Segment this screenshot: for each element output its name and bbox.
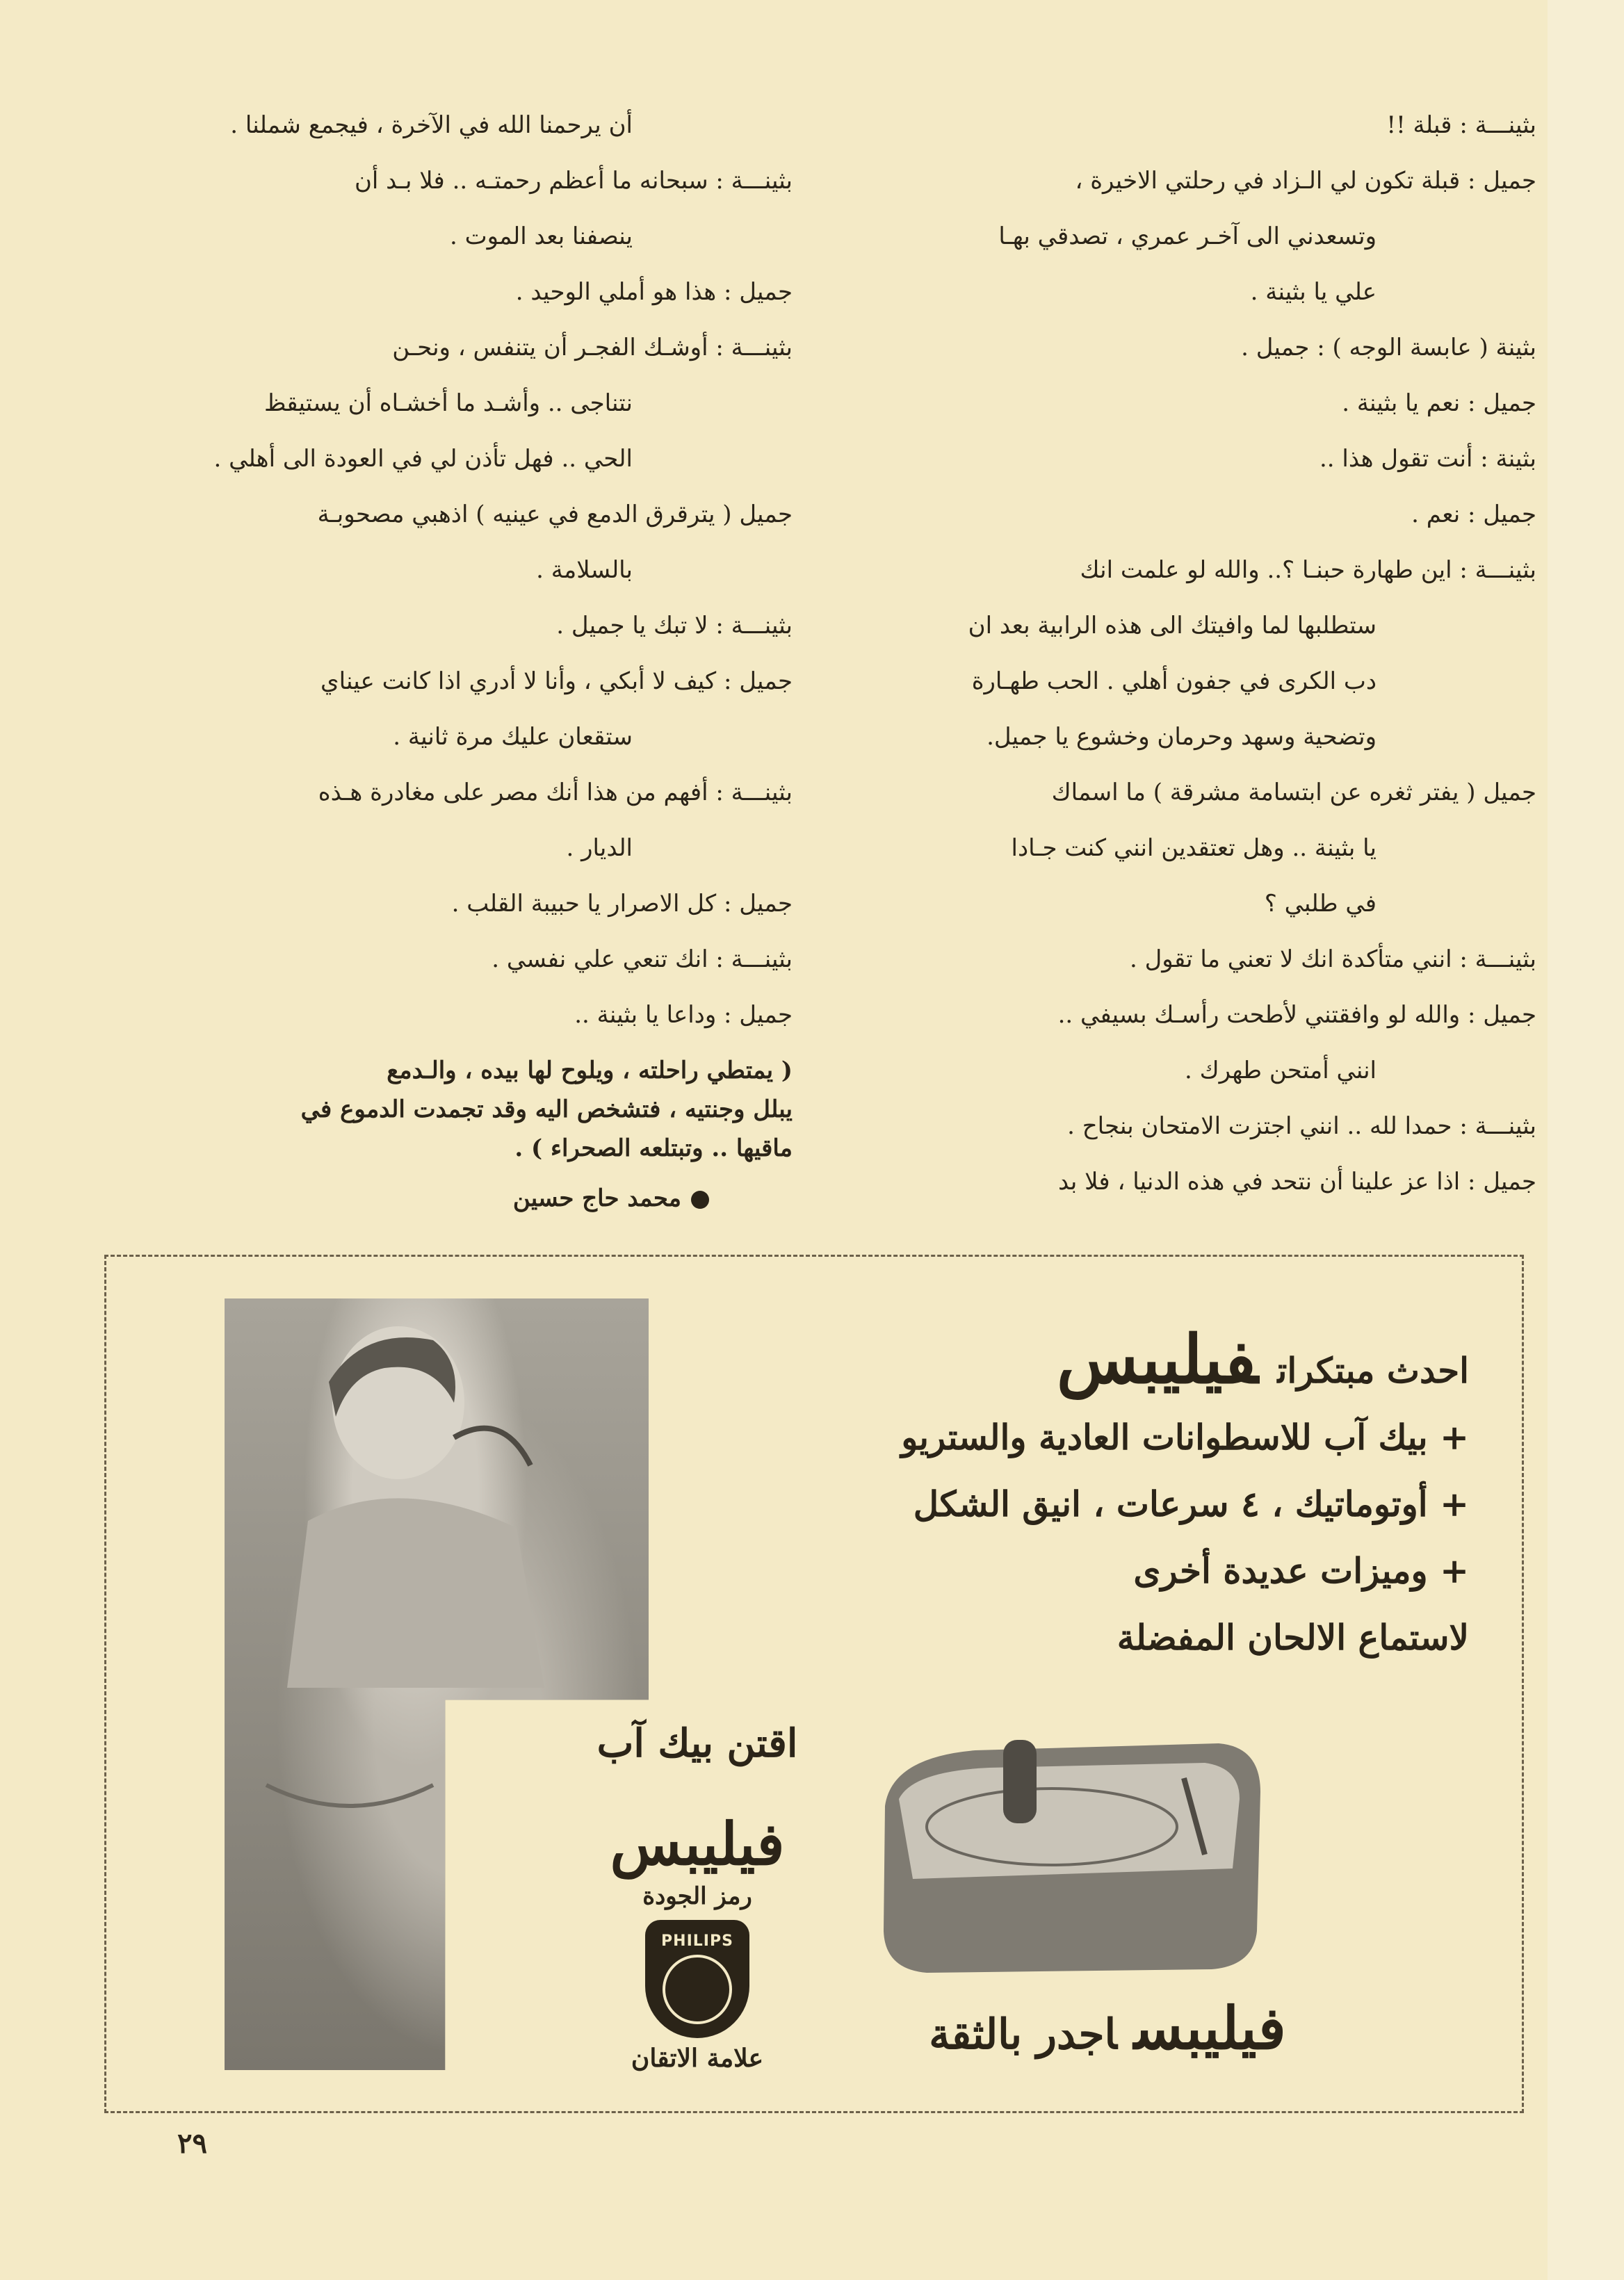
ad-headline-block <box>732 1320 1469 1658</box>
dialogue-line: جميل : هذا هو أملي الوحيد . <box>515 278 793 306</box>
dialogue-line: جميل : كل الاصرار يا حبيبة القلب . <box>451 890 793 918</box>
dialogue-line: أن يرحمنا الله في الآخرة ، فيجمع شملنا . <box>230 111 633 139</box>
shield-text: PHILIPS <box>661 1932 733 1950</box>
ad-headline: احدث مبتكراتفيليبس <box>1056 1320 1469 1399</box>
record-player-image <box>871 1729 1267 1980</box>
dialogue-line: بثينـــة : حمدا لله .. انني اجتزت الامتحان بنجاح . <box>1067 1112 1536 1140</box>
right-text-column <box>841 97 1536 1210</box>
dialogue-line: جميل : نعم يا بثينة . <box>1342 389 1536 417</box>
dialogue-line: علي يا بثينة . <box>1250 278 1377 306</box>
dialogue-line: بثينـــة : انك تنعي علي نفسي . <box>492 945 793 973</box>
dialogue-line: وتسعدني الى آخـر عمري ، تصدقي بهـا <box>998 222 1377 250</box>
page-number: ٢٩ <box>177 2127 207 2160</box>
dialogue-line: جميل : والله لو وافقتني لأطحت رأسـك بسيفي .. <box>1057 1001 1536 1029</box>
dialogue-line: نتناجى .. وأشـد ما أخشـاه أن يستيقظ <box>263 389 633 417</box>
ad-subline: لاستماع الالحان المفضلة <box>1116 1617 1469 1658</box>
dialogue-line: جميل : قبلة تكون لي الـزاد في رحلتي الاخيرة ، <box>1075 167 1536 195</box>
ad-feature: + بيك آب للاسطوانات العادية والستريو <box>901 1417 1469 1458</box>
author-byline: محمد حاج حسين <box>97 1178 793 1219</box>
dialogue-line: بثينـــة : قبلة !! <box>1386 111 1536 139</box>
ad-brand-title: فيليبس <box>1056 1320 1258 1399</box>
dialogue-line: بثينة : أنت تقول هذا .. <box>1319 445 1536 473</box>
ad-trust-line: اجدر بالثقة <box>929 2010 1117 2059</box>
ad-feature: + أوتوماتيك ، ٤ سرعات ، انيق الشكل <box>913 1483 1469 1524</box>
dialogue-line: ستقعان عليك مرة ثانية . <box>393 723 633 751</box>
dialogue-line: جميل : وداعا يا بثينة .. <box>574 1001 793 1029</box>
dialogue-line: دب الكرى في جفون أهلي . الحب طهـارة <box>971 667 1377 695</box>
ad-buy-block <box>551 1709 843 2073</box>
dialogue-line: يا بثينة .. وهل تعتقدين انني كنت جـادا <box>1011 834 1377 862</box>
dialogue-line: الحي .. فهل تأذن لي في العودة الى أهلي . <box>213 445 633 473</box>
dialogue-line: في طلبي ؟ <box>1264 890 1377 918</box>
ad-perfection-mark: علامة الاتقان <box>631 2044 764 2073</box>
dialogue-line: جميل ( يترقرق الدمع في عينيه ) اذهبي مصحوبـة <box>317 500 793 528</box>
dialogue-line: بثينـــة : أوشـك الفجـر أن يتنفس ، ونحـن <box>392 334 793 361</box>
dialogue-line: ينصفنا بعد الموت . <box>449 222 633 250</box>
dialogue-line: جميل : كيف لا أبكي ، وأنا لا أدري اذا كانت عيناي <box>320 667 793 695</box>
dialogue-line: انني أمتحن طهرك . <box>1184 1057 1377 1084</box>
left-text-column <box>97 97 793 1219</box>
stage-direction-line: ماقيها .. وتبتلعه الصحراء ) . <box>514 1134 793 1162</box>
shield-waves-icon <box>663 1955 732 2024</box>
ad-brand-bottom: فيليبس <box>1133 1994 1286 2062</box>
dialogue-line: بثينـــة : سبحانه ما أعظم رحمتـه .. فلا بـد أن <box>354 167 793 195</box>
dialogue-line: وتضحية وسهد وحرمان وخشوع يا جميل. <box>986 723 1377 751</box>
ad-buy-line: اقتن بيك آب <box>596 1720 798 1766</box>
ad-quality-symbol: رمز الجودة <box>642 1882 752 1910</box>
dialogue-line: بثينـــة : لا تبك يا جميل . <box>556 612 793 640</box>
dialogue-line: جميل : نعم . <box>1411 500 1536 528</box>
dialogue-line: ستطلبها لما وافيتك الى هذه الرابية بعد ان <box>968 612 1377 640</box>
dialogue-line: جميل ( يفتر ثغره عن ابتسامة مشرقة ) ما اسماك <box>1051 779 1536 806</box>
stage-direction-line: يبلل وجنتيه ، فتشخص اليه وقد تجمدت الدموع في <box>300 1096 793 1123</box>
dialogue-line: بثينـــة : اين طهارة حبنـا ؟.. والله لو علمت انك <box>1080 556 1536 584</box>
dialogue-line: الديار . <box>566 834 633 862</box>
dialogue-line: بثينـــة : انني متأكدة انك لا تعني ما تقول . <box>1129 945 1536 973</box>
bullet-icon <box>691 1191 709 1209</box>
dialogue-line: بثينة ( عابسة الوجه ) : جميل . <box>1241 334 1536 361</box>
dialogue-line: بالسلامة . <box>536 556 633 584</box>
dialogue-line: جميل : اذا عز علينا أن نتحد في هذه الدنيا ، فلا بد <box>1057 1168 1536 1196</box>
ad-brand-mid: فيليبس <box>610 1809 785 1878</box>
ad-bottom-slogan <box>892 1994 1323 2062</box>
philips-advertisement <box>104 1255 1524 2113</box>
stage-direction-line: ( يمتطي راحلته ، ويلوح لها بيده ، والـدمع <box>387 1057 793 1084</box>
philips-shield-logo <box>645 1920 749 2038</box>
ad-feature: + وميزات عديدة أخرى <box>1133 1550 1469 1591</box>
dialogue-line: بثينـــة : أفهم من هذا أنك مصر على مغادرة هـذه <box>318 779 793 806</box>
